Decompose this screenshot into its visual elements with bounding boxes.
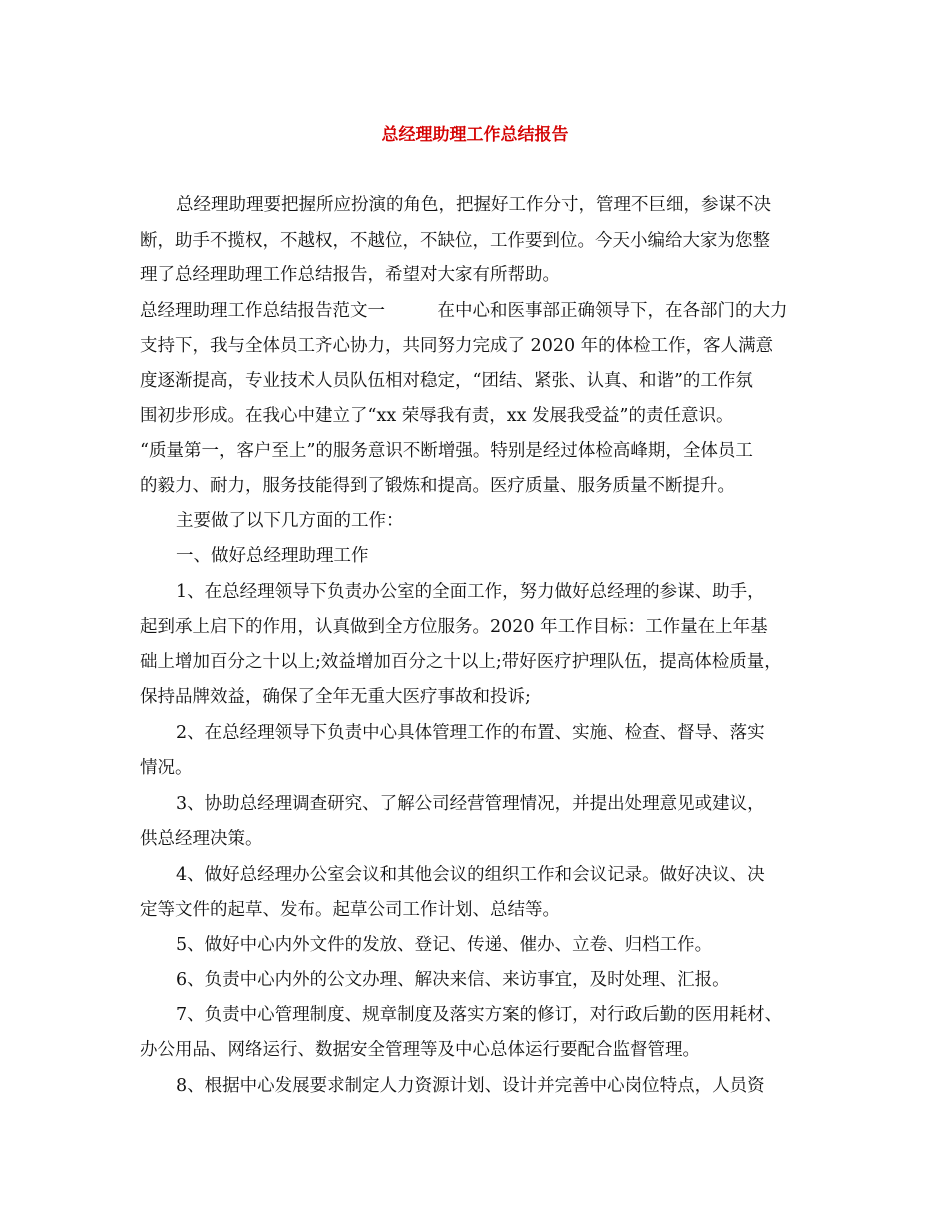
paragraph-line: 8、根据中心发展要求制定人力资源计划、设计并完善中心岗位特点，人员资 bbox=[176, 1076, 765, 1096]
paragraph-line: 础上增加百分之十以上;效益增加百分之十以上;带好医疗护理队伍，提高体检质量， bbox=[140, 652, 782, 672]
paragraph-line: 起到承上启下的作用，认真做到全方位服务。2020 年工作目标：工作量在上年基 bbox=[140, 617, 768, 637]
paragraph-line: 理了总经理助理工作总结报告，希望对大家有所帮助。 bbox=[140, 265, 560, 285]
paragraph-line: 情况。 bbox=[140, 758, 193, 778]
paragraph-line: 保持品牌效益，确保了全年无重大医疗事故和投诉; bbox=[140, 687, 531, 707]
paragraph-line: 度逐渐提高，专业技术人员队伍相对稳定，“团结、紧张、认真、和谐”的工作氛 bbox=[140, 371, 753, 391]
document-title: 总经理助理工作总结报告 bbox=[381, 125, 569, 145]
paragraph-line: 2、在总经理领导下负责中心具体管理工作的布置、实施、检查、督导、落实 bbox=[176, 723, 765, 743]
paragraph-line: 定等文件的起草、发布。起草公司工作计划、总结等。 bbox=[140, 900, 560, 920]
paragraph-line: 围初步形成。在我心中建立了“xx 荣辱我有责，xx 发展我受益”的责任意识。 bbox=[140, 406, 734, 426]
paragraph-line: 6、负责中心内外的公文办理、解决来信、来访事宜，及时处理、汇报。 bbox=[176, 970, 730, 990]
paragraph-line: 7、负责中心管理制度、规章制度及落实方案的修订，对行政后勤的医用耗材、 bbox=[176, 1005, 783, 1025]
paragraph-line: 支持下，我与全体员工齐心协力，共同努力完成了 2020 年的体检工作，客人满意 bbox=[140, 336, 774, 356]
paragraph-line: 的毅力、耐力，服务技能得到了锻炼和提高。医疗质量、服务质量不断提升。 bbox=[140, 476, 735, 496]
paragraph-line: 断，助手不揽权，不越权，不越位，不缺位，工作要到位。今天小编给大家为您整 bbox=[140, 231, 770, 251]
paragraph-line: “质量第一，客户至上”的服务意识不断增强。特别是经过体检高峰期，全体员工 bbox=[140, 441, 753, 461]
paragraph-line: 5、做好中心内外文件的发放、登记、传递、催办、立卷、归档工作。 bbox=[176, 935, 713, 955]
paragraph-line: 总经理助理要把握所应扮演的角色，把握好工作分寸，管理不巨细，参谋不决 bbox=[176, 195, 771, 215]
paragraph-line: 1、在总经理领导下负责办公室的全面工作，努力做好总经理的参谋、助手， bbox=[176, 582, 765, 602]
paragraph-line: 4、做好总经理办公室会议和其他会议的组织工作和会议记录。做好决议、决 bbox=[176, 865, 765, 885]
paragraph-line: 供总经理决策。 bbox=[140, 829, 263, 849]
section-heading: 一、做好总经理助理工作 bbox=[176, 546, 369, 566]
paragraph-line: 主要做了以下几方面的工作： bbox=[176, 511, 404, 531]
paragraph-line: 3、协助总经理调查研究、了解公司经营管理情况，并提出处理意见或建议， bbox=[176, 794, 765, 814]
paragraph-line: 总经理助理工作总结报告范文一 在中心和医事部正确领导下，在各部门的大力 bbox=[140, 301, 788, 321]
paragraph-line: 办公用品、网络运行、数据安全管理等及中心总体运行要配合监督管理。 bbox=[140, 1040, 700, 1060]
